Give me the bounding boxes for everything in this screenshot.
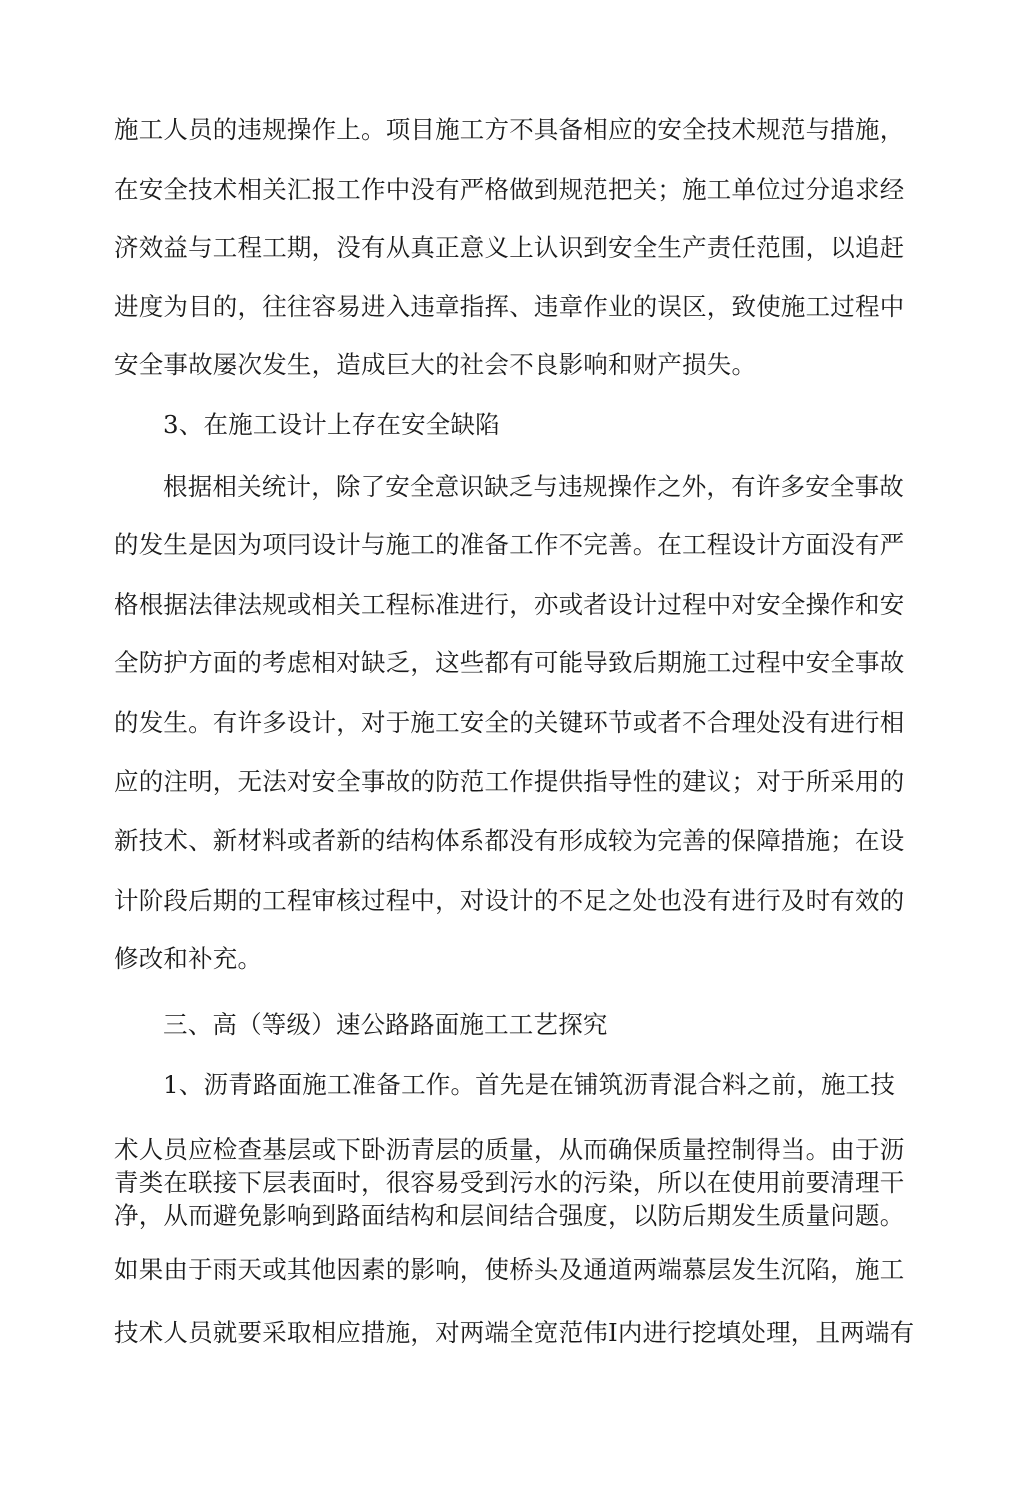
text-line-4: 进度为目的，往往容易进入违章指挥、违章作业的误区，致使施工过程中 — [114, 292, 905, 321]
text-line-12: 应的注明，无法对安全事故的防范工作提供指导性的建议；对于所采用的 — [114, 767, 905, 796]
text-line-9: 格根据法律法规或相关工程标准进行，亦或者设计过程中对安全操作和安 — [114, 590, 905, 619]
text-line-21: 如果由于雨天或其他因素的影响，使桥头及通道两端慕层发生沉陷，施工 — [114, 1255, 905, 1284]
text-line-19: 青类在联接下层表面时，很容易受到污水的污染，所以在使用前要清理干 — [114, 1168, 905, 1197]
text-line-3: 济效益与工程工期，没有从真正意义上认识到安全生产责任范围，以追赶 — [114, 233, 905, 262]
text-line-13: 新技术、新材料或者新的结构体系都没有形成较为完善的保障措施；在设 — [114, 826, 905, 855]
text-line-1: 施工人员的违规操作上。项目施工方不具备相应的安全技术规范与措施， — [114, 115, 905, 144]
text-line-14: 计阶段后期的工程审核过程中，对设计的不足之处也没有进行及时有效的 — [114, 886, 905, 915]
text-line-2: 在安全技术相关汇报工作中没有严格做到规范把关；施工单位过分追求经 — [114, 175, 905, 204]
section-heading-3: 3、在施工设计上存在安全缺陷 — [163, 410, 500, 439]
text-line-8: 的发生是因为项冃设计与施工的准备工作不完善。在工程设计方面没有严 — [114, 530, 905, 559]
text-line-5: 安全事故屡次发生，造成巨大的社会不良影响和财产损失。 — [114, 350, 757, 379]
text-line-17: 1、沥青路面施工准备工作。首先是在铺筑沥青混合料之前，施工技 — [163, 1070, 896, 1099]
text-line-15: 修改和补充。 — [114, 944, 263, 973]
text-line-20: 净，从而避免影响到路面结构和层间结合强度，以防后期发生质量问题。 — [114, 1201, 905, 1230]
text-line-18: 术人员应检查基层或下卧沥青层的质量，从而确保质量控制得当。由于沥 — [114, 1135, 905, 1164]
text-line-11: 的发生。有许多设计，对于施工安全的关键环节或者不合理处没有进行相 — [114, 708, 905, 737]
text-line-10: 全防护方面的考虑相对缺乏，这些都有可能导致后期施工过程中安全事故 — [114, 648, 905, 677]
text-line-7: 根据相关统计，除了安全意识缺乏与违规操作之外，有许多安全事故 — [163, 472, 904, 501]
section-heading-three: 三、高（等级）速公路路面施工工艺探究 — [163, 1010, 608, 1039]
text-line-22: 技术人员就要采取相应措施，对两端全宽范伟I内进行挖填处理，且两端有 — [114, 1318, 915, 1347]
